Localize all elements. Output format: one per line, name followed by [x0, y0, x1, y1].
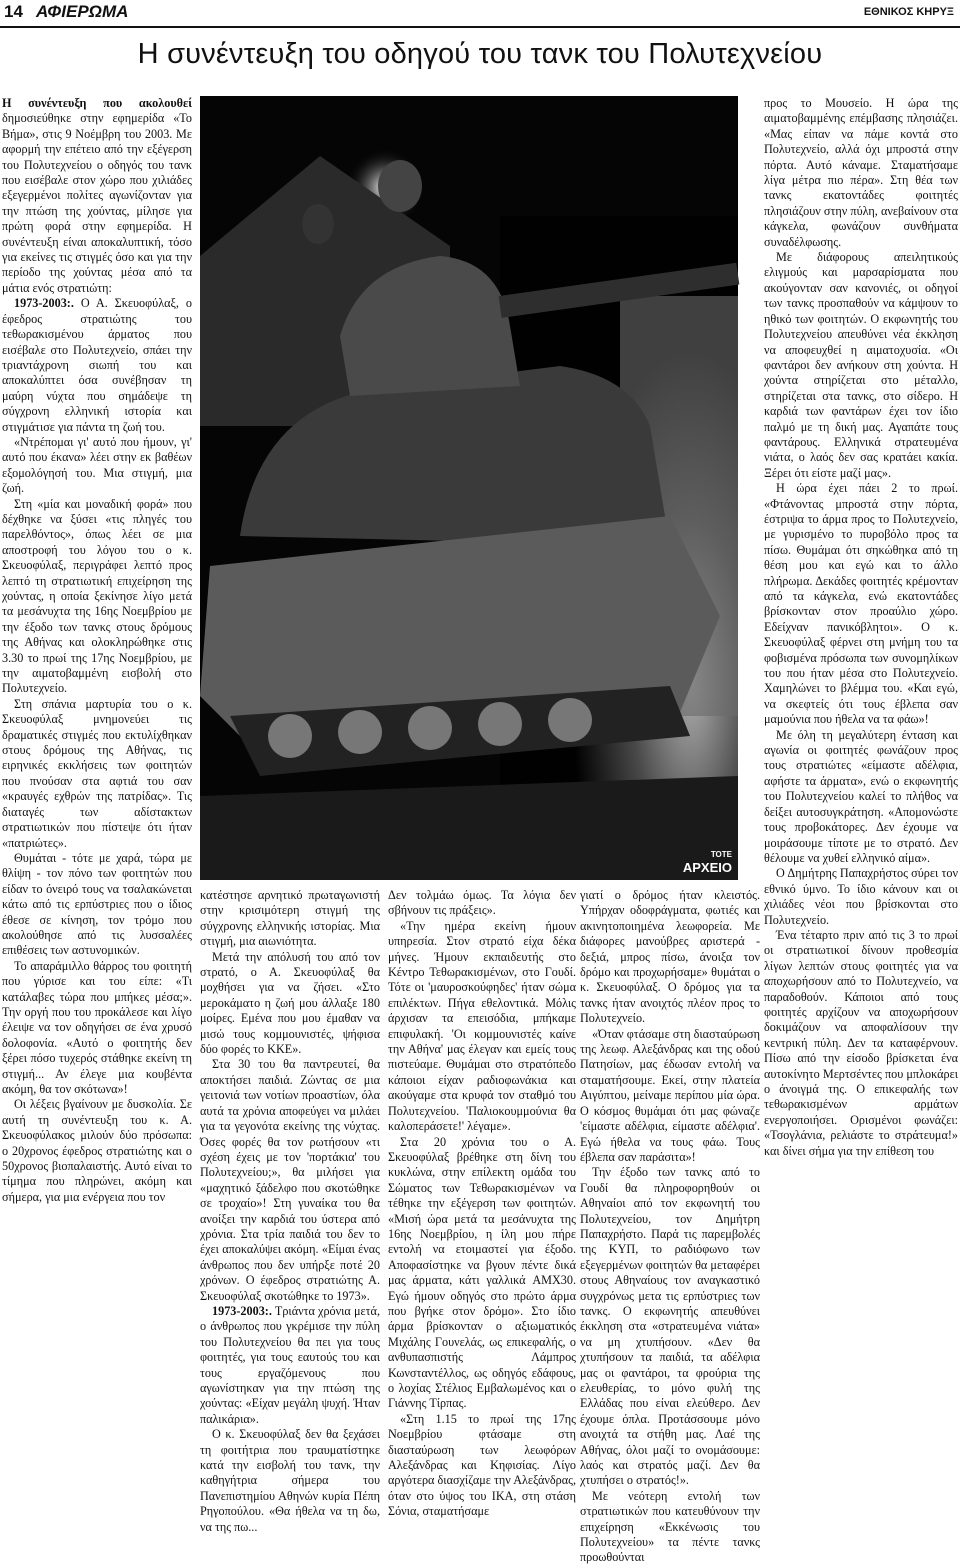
paragraph: Οι λέξεις βγαίνουν με δυσκολία. Σε αυτή τη συνέντευξη του κ. Α. Σκευοφύλακος μιλούν δύο πρόσωπα: ο 20χρονος έφεδρος στρατιώτης και ο 50χρονος βιοπαλαιστής. Αυτό είναι το τίμημα που πληρώνει, ακόμη και σήμερα, για μια ενέργεια που τον: [2, 1097, 192, 1204]
column-1: [2, 96, 192, 1204]
headline: Η συνέντευξη του οδηγού του τανκ του Πολυτεχνείου: [137, 38, 823, 70]
paragraph: Την έξοδο των τανκς από το Γουδί θα πληροφορηθούν οι Αθηναίοι από τον εκφωνητή του Πολυτεχνείου, τον Δημήτρη Παπαχρήστο. Παρά τις παρεμβολές της ΚΥΠ, το ραδιόφωνο των εξεγερμένων φοιτητών θα μεταφέρει στους Αθηναίους τον αναγκαστικό συγχρόνως μετα τις ερπύστριες των τανκς. Ο εκφωνητής απευθύνει έκκληση στα «στρατευμένα νιάτα» να μη χτυπήσουν. «Δεν θα χτυπήσουν τα παιδιά, τα αδέλφια μας οι φαντάροι, τα φρούρια της ελευθερίας, το μόνο φυλή της Ελλάδας που είναι ελεύθερο. Δεν έχουμε όπλα. Προτάσσουμε μόνο ανοιχτά τα στήθη μας. Λαέ της Αθήνας, όλοι μαζί το ονομάσουμε: λαός και στρατός μαζί. Δεν θα χτυπήσει ο στρατός!».: [580, 1165, 760, 1488]
paragraph: Με διάφορους απειλητικούς ελιγμούς και μαρσαρίσματα που ακούγονταν σαν κανονιές, οι οδηγοί των τανκς προσπαθούν να κάμψουν το ηθικό των φοιτητών. Ο εκφωνητής του Πολυτεχνείου απευθύνει νέα έκκληση να αποφευχθεί η αιματοχυσία. «Οι φαντάροι δεν ανήκουν στη χούντα. Η χούντα στηρίζεται στο μέταλλο, στηρίζεται στα τανκς, στο σίδερο. Η καρδιά των φαντάρων έχει τον ίδιο παλμό με τη δική μας. Αγαπάτε τους φαντάρους. Ελληνικά στρατευμένα νιάτα, ο λαός δεν σας κρατάει κακία. Ξέρει ότι είστε μαζί μας».: [764, 250, 958, 480]
paragraph: Ο κ. Σκευοφύλαξ δεν θα ξεχάσει τη φοιτήτρια που τραυματίστηκε κατά την εισβολή του τανκ, την καθηγήτρια σήμερα του Πανεπιστημίου Αθηνών κυρία Πέπη Ρηγοπούλου. «Θα ήθελα να τη δω, να της πω...: [200, 1427, 380, 1534]
paragraph: Θυμάται - τότε με χαρά, τώρα με θλίψη - τον πόνο των φοιτητών που είδαν το όνειρό τους να τσαλακώνεται κάτω από τις ερπύστριες που ο ίδιος έθεσε σε κίνηση, τον τρόμο που ακολούθησε από τις λυσσαλέες επιθέσεις των αστυνομικών.: [2, 850, 192, 958]
column-4: [580, 888, 760, 1565]
date-bold: 1973-2003:.: [14, 296, 74, 311]
photo-credit-main: ΑΡΧΕΙΟ: [682, 860, 732, 875]
paragraph: [200, 1304, 380, 1427]
tank-photo-illustration: [200, 96, 738, 880]
page-number: 14: [4, 2, 23, 21]
newspaper-name: ΕΘΝΙΚΟΣ ΚΗΡΥΞ: [863, 6, 954, 18]
page-header: [0, 0, 960, 26]
paragraph: «Στη 1.15 το πρωί της 17ης Νοεμβρίου φτάσαμε στη διασταύρωση των λεωφόρων Αλεξάνδρας και Κηφισίας. Λίγο αργότερα διασχίζαμε την Αλεξάνδρας, όταν στο ύψος του ΙΚΑ, στη στάση Σόνια, σταματήσαμε: [388, 1411, 576, 1519]
lead-bold: Η συνέντευξη που ακολουθεί: [2, 96, 192, 110]
lead-paragraph: [2, 96, 192, 296]
column-3: [388, 888, 576, 1519]
photo-credit-small: ΤΟΤΕ: [710, 850, 732, 859]
date-bold: 1973-2003:.: [212, 1303, 272, 1318]
paragraph: «Όταν φτάσαμε στη διασταύρωση της λεωφ. Αλεξάνδρας και της οδού Πατησίων, μας έδωσαν εντολή να σταματήσουμε. Εκεί, στην πλατεία Αιγύπτου, μείναμε περίπου μία ώρα. Ο κόσμος θυμάμαι ότι μας φώναζε 'είμαστε αδέλφια, είμαστε αδέλφια'. Εγώ ήθελα να τους φάω. Τους έβλεπα σαν παράσιτα»!: [580, 1026, 760, 1164]
paragraph-text: Ο Α. Σκευοφύλαξ, ο έφεδρος στρατιώτης του τεθωρακισμένου άρματος που εισέβαλε στο Πολυτεχνείο, σπάει την τριαντάχρονη σιωπή του και αποκαλύπτει όσα συνέβησαν τη μαύρη νύχτα που σημάδεψε τη σύγχρονη ελληνική ιστορία και στιγμάτισε για πάντα τη ζωή του.: [2, 296, 192, 434]
paragraph: Μετά την απόλυσή του από τον στρατό, ο Α. Σκευοφύλαξ θα μοχθήσει για να ζήσει. «Στο μεροκάματο η ζωή μου άλλαξε 180 μοίρες. Εμένα που μου έμαθαν να μισώ τους κομμουνιστές, ψήφισα δύο φορές το ΚΚΕ».: [200, 949, 380, 1057]
paragraph: γιατί ο δρόμος ήταν κλειστός. Υπήρχαν οδοφράγματα, φωτιές και ακινητοποιημένα λεωφορεία. Με διάφορες μανούβρες αριστερά - δεξιά, μπρος πίσω, άνοιξα τον δρόμο και προχωρήσαμε» θυμάται ο κ. Σκευοφύλαξ. Ο δρόμος για τα τανκς ήταν ανοιχτός πλέον προς το Πολυτεχνείο.: [580, 888, 760, 1026]
paragraph: προς το Μουσείο. Η ώρα της αιματοβαμμένης επέμβασης πλησιάζει. «Μας είπαν να πάμε κοντά στο Πολυτεχνείο, αλλά όχι μπροστά στην πόρτα. Αυτό κάναμε. Σταματήσαμε λίγα μέτρα πιο πέρα». Στη θέα των τανκς εκατοντάδες φοιτητές πλησιάζουν στην πύλη, ανεβαίνουν στα κάγκελα, φωνάζουν συνθήματα συναδέλφωσης.: [764, 96, 958, 249]
paragraph: Στη «μία και μοναδική φορά» που δέχθηκε να ξύσει «τις πληγές του παρελθόντος», όπως λέει σε μια αποστροφή του λόγου του ο κ. Σκευοφύλαξ, περιγράφει λεπτό προς λεπτό τη στρατιωτική επιχείρηση της χούντας, η οποία ξεκίνησε λίγο μετά τα μεσάνυχτα της 16ης Νοεμβρίου με την έξοδο των τανκς στους δρόμους της Αθήνας και ολοκληρώθηκε στις 3.30 το πρωί της 17ης Νοεμβρίου, με την αιματοβαμμένη εισβολή στο Πολυτεχνείο.: [2, 496, 192, 696]
column-2: [200, 888, 380, 1534]
column-5: [764, 96, 958, 1158]
paragraph: Ο Δημήτρης Παπαχρήστος σύρει τον εθνικό ύμνο. Το ίδιο κάνουν και οι χιλιάδες νέοι που βρίσκονται στο Πολυτεχνείο.: [764, 866, 958, 927]
paragraph-text: Τριάντα χρόνια μετά, ο άνθρωπος που γκρέμισε την πύλη του Πολυτεχνείου θα πει για τους φοιτητές, για τους εαυτούς του και τους εργαζόμενους που αγωνίστηκαν για την πτώση της χούντας: «Είχαν μεγάλη ψυχή. Ήταν παλικάρια».: [200, 1303, 380, 1426]
paragraph: «Ντρέπομαι γι' αυτό που ήμουν, γι' αυτό που έκανα» λέει στην εκ βαθέων εξομολόγησή του. Μια στιγμή, μια ζωή.: [2, 434, 192, 496]
paragraph: Το απαράμιλλο θάρρος του φοιτητή που γύρισε και του είπε: «Τι κατάλαβες τώρα που μπήκες μέσα;». Την οργή που του προκάλεσε και λίγο έλειψε να τον οδηγήσει σε ένα χρυσό δολοφονία. «Αυτό ο φοιτητής δεν ξέρει πόσο τυχερός στάθηκε εκείνη τη στιγμή... Αν έλεγε μια κουβέντα ακόμη, θα τον σκότωνα»!: [2, 958, 192, 1096]
section-name: ΑΦΙΕΡΩΜΑ: [36, 2, 129, 21]
paragraph: Στα 30 του θα παντρευτεί, θα αποκτήσει παιδιά. Ζώντας σε μια γειτονιά των νοτίων προαστίων, όλα αυτά τα χρόνια αποφεύγει να μιλάει για τα γεγονότα εκείνης της νύχτας. Όσες φορές θα τον ρωτήσουν «τι σχέση έχεις με τον 'πορτάκια' του Πολυτεχνείου;», θα μιλήσει για «μαχητικό ξάδελφο που σκοτώθηκε σε τροχαίο»! Στη γυναίκα του θα ανοίξει την καρδιά του ύστερα από χρόνια. Στα τρία παιδιά του δεν το έχει αποκαλύψει ακόμη. «Είμαι ένας άνθρωπος που δεν υπήρξε ποτέ 20 χρόνων. Ο έφεδρος στρατιώτης Α. Σκευοφύλαξ σκοτώθηκε το 1973».: [200, 1057, 380, 1303]
paragraph: Με όλη τη μεγαλύτερη ένταση και αγωνία οι φοιτητές φωνάζουν προς τους στρατιώτες «είμαστε αδέλφια, αφήστε τα άρματα», ενώ ο εκφωνητής του Πολυτεχνείου καλεί το πλήθος να δείξει αυτοσυγκράτηση. «Απομονώστε τους προβοκάτορες. Δεν έχουμε να μοιράσουμε τίποτε με το στρατό. Δεν θέλουμε να χυθεί ελληνικό αίμα».: [764, 727, 958, 865]
paragraph: Στη σπάνια μαρτυρία του ο κ. Σκευοφύλαξ μνημονεύει τις δραματικές στιγμές που εκτυλίχθηκαν στους δρόμους της Αθήνας, τις ειρηνικές εκκλήσεις των φοιτητών που πνούσαν στα αφτιά του σαν «κραυγές εχθρών της πατρίδας». Τις διαταγές των αδίστακτων στρατιωτικών που πίστεψε ότι ήταν «πατριώτες».: [2, 696, 192, 850]
lead-text: δημοσιεύθηκε στην εφημερίδα «Το Βήμα», στις 9 Νοέμβρη του 2003. Με αφορμή την επέτειο από την εξέγερση του Πολυτεχνείου ο οδηγός του τανκ που εισέβαλε στον χώρο που χιλιάδες εξεγερμένοι πολίτες αγωνίζονταν για την πτώση της χούντας, μίλησε για πρώτη φορά στην εφημερίδα. Η συνέντευξη είναι αποκαλυπτική, τόσο για εκείνες τις στιγμές όσο και για την περίοδο της χούντας μέσα από τα μάτια ενός στρατιώτη:: [2, 111, 192, 295]
tank-photo: [200, 96, 738, 880]
paragraph: Στα 20 χρόνια του ο Α. Σκευοφύλαξ βρέθηκε στη δίνη του κυκλώνα, στην επίλεκτη ομάδα του Σώματος των Τεθωρακισμένων να τέθηκε την εξέγερση των φοιτητών. «Μισή ώρα μετά τα μεσάνυχτα της 16ης Νοεμβρίου, η ίλη μου πήρε εντολή να ετοιμαστεί για έξοδο. Αποφασίστηκε να βγουν πέντε δικά μας άρματα, κάτι γαλλικά AMX30. Εγώ ήμουν οδηγός στο πρώτο άρμα που βγήκε στον δρόμο». Στο ίδιο άρμα βρίσκονταν ο αξιωματικός Μιχάλης Γουνελάς, ως επικεφαλής, ο ανθυπασπιστής Λάμπρος Κωνσταντέλλος, ως οδηγός εδάφους, ο λοχίας Στέλιος Εμβαλωμένος και ο Γιάννης Τίρπας.: [388, 1134, 576, 1411]
paragraph: «Την ημέρα εκείνη ήμουν υπηρεσία. Στον στρατό είχα δέκα μήνες. Ήμουν εκπαιδευτής στο Κέντρο Τεθωρακισμένων, στο Γουδί. Τότε οι 'μαυροσκούφηδες' ήταν σώμα επιλέκτων. Πήγα εθελοντικά. Μόλις άρχισαν τα επεισόδια, μπήκαμε επιφυλακή. 'Οι κομμουνιστές καίνε την Αθήνα' μας έλεγαν και εμείς τους πιστεύαμε. Θυμάμαι στο στρατόπεδο κάποιοι είχαν ραδιοφωνάκια και ακούγαμε στα κρυφά τον σταθμό του Πολυτεχνείου. 'Παλιοκουμμούνια θα καλοπεράσετε!' λέγαμε».: [388, 918, 576, 1134]
paragraph: Με νεότερη εντολή των στρατιωτικών που κατευθύνουν την επιχείρηση «Εκκένωσις του Πολυτεχνείου» τα πέντε τανκς προωθούνται: [580, 1488, 760, 1565]
paragraph: Ένα τέταρτο πριν από τις 3 το πρωί οι στρατιωτικοί δίνουν προθεσμία λίγων λεπτών στους φοιτητές για να αποχωρήσουν από το Πολυτεχνείο, να παραδοθούν. Κάποιοι από τους φοιτητές αρχίζουν να αποχωρήσουν δοκιμάζουν να αποφαλίσουν την κεντρική πύλη. Δεν τα καταφέρνουν. Πίσω από την είσοδο βρίσκεται ένα αυτοκίνητο Μερτσέντες που μπλοκάρει ο άνοιγμά της. Ο επικεφαλής των τεθωρακισμένων αρμάτων ενεργοποιήσει. Ορισμένοι φωνάζει: «Τσογλάνια, ρελιάστε το στράτευμα!» και δίνει σήμα για την επίθεση του: [764, 927, 958, 1158]
paragraph: κατέστησε αρνητικό πρωταγωνιστή στην κρισιμότερη στιγμή της σύγχρονης ελληνικής ιστορίας. Μια στιγμή, μια αιωνιότητα.: [200, 888, 380, 949]
photo-credit: [683, 848, 732, 874]
paragraph: Η ώρα έχει πάει 2 το πρωί. «Φτάνοντας μπροστά στην πόρτα, έστριψα το άρμα προς το Πολυτεχνείο, με γυρισμένο το πυροβόλο προς τα πίσω. Θυμάμαι ότι σηκώθηκα από τη θέση μου και εγώ και το άλλο πλήρωμα. Δεκάδες φοιτητές κρέμονταν από τα κάγκελα, ενώ εκατοντάδες βρίσκονταν στον προαύλιο χώρο. Εδείχναν πανικόβλητοι». Ο κ. Σκευοφύλαξ φέρνει στη μνήμη του τα φοβισμένα πρόσωπα των συνομηλίκων του που ήταν μέσα στο Πολυτεχνείο. Χαμηλώνει το βλέμμα του. «Και εγώ, να σκεφτείς ότι τους έβλεπα σαν μαμούνια που ήθελα να τα φάω»!: [764, 481, 958, 727]
header-rule: [0, 26, 960, 28]
paragraph: Δεν τολμάω όμως. Τα λόγια δεν σβήνουν τις πράξεις».: [388, 888, 576, 918]
paragraph: [2, 296, 192, 435]
